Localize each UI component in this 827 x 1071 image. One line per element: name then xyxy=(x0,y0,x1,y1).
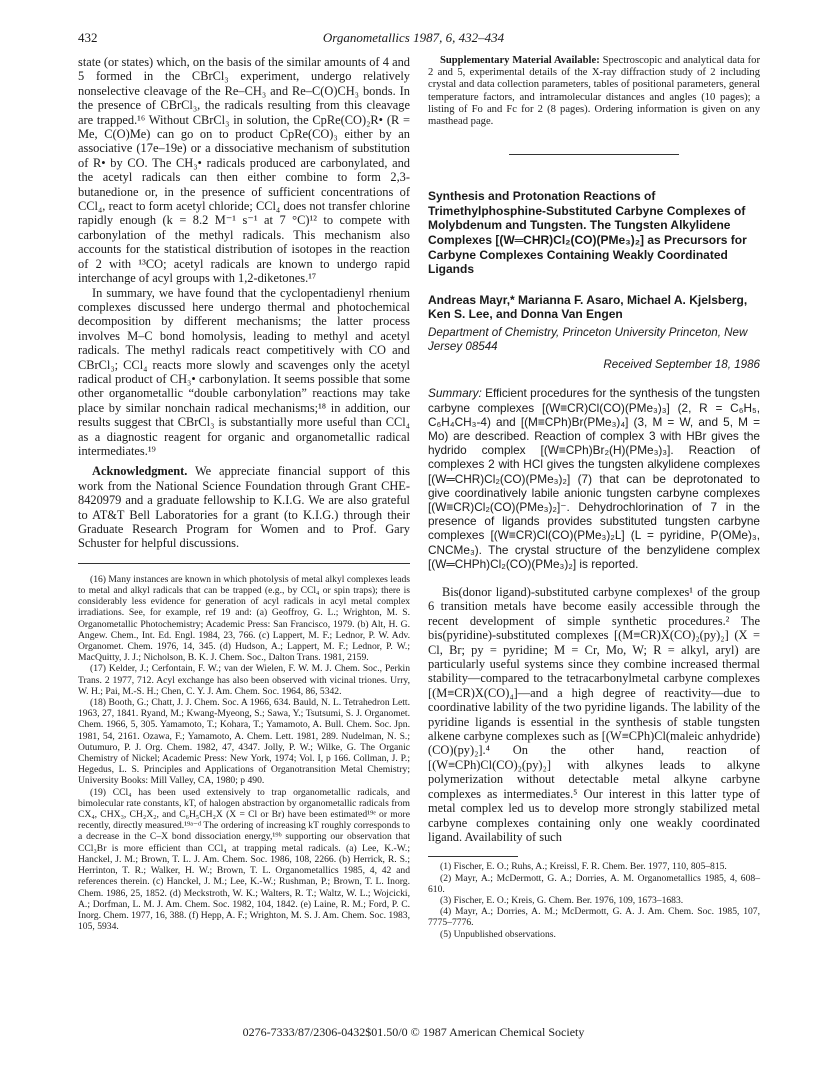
page-number: 432 xyxy=(78,30,98,45)
article-divider xyxy=(509,154,679,155)
supplementary-text: Spectroscopic and analytical data for 2 and 5, experimental details of the X-ray diffraction study of 2 including crystal and data collection parameters, tables of positional parameters, general temperature factors, and intramolecular distances and angles (10 pages); a listing of Fo and Fc for 2 (8 pages). Ordering information is given on any masthead page. xyxy=(428,55,760,128)
summary-text: Efficient procedures for the synthesis of the tungsten carbyne complexes [(W≡CR)Cl(CO)(PMe₃)₃] (2, R = C₆H₅, C₆H₄CH₃-4) and [(M≡CPh)Br(PMe₃)₄] (3, M = W, and 5, M = Mo) are described. Reaction of complex 3 with HBr gives the hydrido complex [(W≡CPh)Br₂(H)(PMe₃)₃]. Reaction of complexes 2 with HCl gives the tungsten alkylidene complexes [(W═CHR)Cl₂(CO)(PMe₃)₂] (7) that can be deprotonated to give coordinatively labile anionic tungsten carbyne complexes [(W≡CR)Cl₂(CO)(PMe₃)₂]⁻. Dehydrochlorination of 7 in the presence of ligands provides substituted tungsten carbyne complexes [(W≡CR)Cl(CO)(PMe₃)₂L] (L = pyridine, P(OMe)₃, CNCMe₃). The crystal structure of the benzylidene complex [(W═CHPh)Cl₂(CO)(PMe₃)₂] is reported. xyxy=(428,386,760,571)
footnote-17: (17) Kelder, J.; Cerfontain, F. W.; van der Wielen, F. W. M. J. Chem. Soc., Perkin Trans. 2 1977, 712. Acyl exchange has also been observed with vicinal triones. Urry, W. H.; Pai, M.-S. H.; Chen, C. Y. J. Am. Chem. Soc. 1964, 86, 5342. xyxy=(78,663,410,697)
footnote-1: (1) Fischer, E. O.; Ruhs, A.; Kreissl, F. R. Chem. Ber. 1977, 110, 805–815. xyxy=(440,861,727,873)
article-authors: Andreas Mayr,* Marianna F. Asaro, Michael A. Kjelsberg, Ken S. Lee, and Donna Van Engen xyxy=(428,292,748,322)
footnote-divider xyxy=(78,563,410,564)
body-paragraph-2: In summary, we have found that the cyclopentadienyl rhenium complexes discussed here undergo thermal and photochemical decomposition by different mechanisms; the latter process involves M–C bond homolysis, leading to methyl and acetyl radicals. The methyl radicals react competitively with CO and CBrCl₃; CCl₄ reacts more slowly and scavenges only the acetyl radical product of CH₃• carbonylation. It seems possible that some other organometallic “double carbonylation” reactions may take place by similar nonchain radical mechanisms;¹⁸ in addition, our results suggest that CBrCl₃ is substantially more useful than CCl₄ as a diagnostic reagent for organic and organometallic radical intermediates.¹⁹ xyxy=(78,285,410,458)
acknowledgment-text: We appreciate financial support of this work from the National Science Foundation through Grant CHE-8420979 and a graduate fellowship to K.I.G. We are also grateful to AT&T Bell Laboratories for a grant (to K.I.G.) through their Graduate Research Program for Women and to Prof. Gary Schuster for helpful discussions. xyxy=(78,464,410,551)
supplementary-material xyxy=(428,55,760,128)
footnote-18: (18) Booth, G.; Chatt, J. J. Chem. Soc. A 1966, 634. Bauld, N. L. Tetrahedron Lett. 1963, 27, 1841. Ryand, M.; Kwang-Myeong, S.; Sawa, Y.; Tsutsumi, S. J. Organomet. Chem. 1966, 5, 305. Yamamoto, T.; Kohara, T.; Yamamoto, A. Bull. Chem. Soc. Jpn. 1981, 54, 2161. Ozawa, F.; Yamamoto, A. Chem. Lett. 1981, 289. Nudelman, N. S.; Outumuro, P. J. Org. Chem. 1982, 47, 4347. Jolly, P. W.; Wilke, G. The Organic Chemistry of Nickel; Academic Press: New York, 1974; Vol. I, p 166. Collman, J. P.; Hegedus, L. S. Principles and Applications of Organotransition Metal Chemistry; University Books: Mill Valley, CA, 1980; p 490. xyxy=(78,697,410,787)
acknowledgment-head: Acknowledgment. xyxy=(92,464,188,479)
journal-citation: Organometallics 1987, 6, 432–434 xyxy=(322,30,505,45)
footnote-19: (19) CCl₄ has been used extensively to trap organometallic radicals, and bimolecular rate constants, kT, of halogen abstraction by organometallic radicals from CX₄, CHX₃, CH₂X₂, and C₆H₅CH₂X (X = Cl or Br) have been estimated¹⁹ᵉ or more recently, directly measured.¹⁹ᵃ⁻ᵈ The ordering of increasing kT roughly corresponds to a decrease in the C–X bond dissociation energy,¹⁹ᵇ supporting our observation that CCl₃Br is more efficient than CCl₄ at trapping metal radicals. (a) Lee, K.-W.; Hanckel, J. M.; Brown, T. L. J. Am. Chem. Soc. 1986, 108, 2266. (b) Herrick, R. S.; Herrinton, T. R.; Walker, H. W.; Brown, T. L. Organometallics 1985, 4, 42 and references therein. (c) Hanckel, J. M.; Lee, K.-W.; Rushman, P.; Brown, T. L. Inorg. Chem. 1986, 25, 1852. (d) Meckstroth, W. K.; Walters, R. T.; Waltz, W. L.; Wojcicki, A.; Dorfman, L. M. J. Am. Chem. Soc. 1982, 104, 1842. (e) Laine, R. M.; Ford, P. C. Inorg. Chem. 1977, 16, 388. (f) Hepp, A. F.; Wrighton, M. S. J. Am. Chem. Soc. 1983, 105, 5934. xyxy=(78,786,410,933)
summary-label: Summary: xyxy=(428,386,482,401)
supplementary-head: Supplementary Material Available: xyxy=(440,55,600,66)
right-footnote-divider xyxy=(428,856,518,857)
footnote-5: (5) Unpublished observations. xyxy=(440,928,556,940)
received-date: Received September 18, 1986 xyxy=(603,357,760,371)
footnote-3: (3) Fischer, E. O.; Kreis, G. Chem. Ber. 1976, 109, 1673–1683. xyxy=(440,894,684,906)
body-paragraph-1: state (or states) which, on the basis of the similar amounts of 4 and 5 formed in the CBrCl₃ experiment, undergo relatively nonselective cleavage of the Re–CH₃ and Re–C(O)CH₃ bonds. In the presence of CBrCl₃, the radicals resulting from this cleavage are trapped.¹⁶ Without CBrCl₃ in solution, the CpRe(CO)₂R• (R = Me, C(O)Me) can go on to product CpRe(CO)₃ either by an associative (17e–19e) or a dissociative mechanism of substitution of R• by CO. The CH₃• radicals produced are carbonylated, and the acetyl radicals can then either combine to form 2,3-butanedione or, in the presence of sufficient concentrations of CCl₄, react to form acetyl chloride; CCl₄ does not transfer chlorine rapidly enough (k = 8.2 M⁻¹ s⁻¹ at 7 °C)¹² to compete with carbonylation of the methyl radicals. This mechanism also accounts for the statistical distribution of isotopes in the reaction of 2 with ¹³CO; acetyl radicals are known to undergo rapid interchange of acyl groups with 1,2-diketones.¹⁷ xyxy=(78,55,410,286)
acknowledgment xyxy=(78,464,410,550)
author-affiliation: Department of Chemistry, Princeton University Princeton, New Jersey 08544 xyxy=(428,325,748,353)
page-footer: 0276-7333/87/2306-0432$01.50/0 © 1987 American Chemical Society xyxy=(242,1025,585,1039)
article-summary xyxy=(428,386,760,571)
footnote-4: (4) Mayr, A.; Dorries, A. M.; McDermott, G. A. J. Am. Chem. Soc. 1985, 107, 7775–7776. xyxy=(428,906,760,929)
article-body: Bis(donor ligand)-substituted carbyne complexes¹ of the group 6 transition metals have become easily accessible through the recent development of simple synthetic procedures.² The bis(pyridine)-substituted complexes [(M≡CR)X(CO)₂(py)₂] (X = Cl, Br; py = pyridine; M = Cr, Mo, W; R = alkyl, aryl) are particularly useful systems since they combine increased thermal stability—compared to the tetracarbonylmetal carbyne complexes [(M≡CR)X(CO)₄]—and a high degree of reactivity—due to coordinative lability of the two pyridine ligands. The lability of the pyridine ligands is essential in the synthesis of stable tungsten alkene carbyne complexes such as [(W≡CPh)Cl(maleic anhydride)(CO)(py)₂].⁴ On the other hand, reaction of [(W≡CPh)Cl(CO)₂(py)₂] with alkynes leads to alkyne polymerization without detectable metal alkyne carbyne complexes as intermediates.⁵ Our interest in this latter type of metal complex led us to develop more strongly stabilized metal carbyne complexes containing only one weakly coordinated ligand. Availability of such xyxy=(428,585,760,844)
right-column xyxy=(428,55,760,940)
article-title: Synthesis and Protonation Reactions of Trimethylphosphine-Substituted Carbyne Complexes of Molybdenum and Tungsten. The Tungsten Alkylidene Complexes [(W═CHR)Cl₂(CO)(PMe₃)₂] as Precursors for Carbyne Complexes Containing Weakly Coordinated Ligands xyxy=(428,189,747,277)
footnote-16: (16) Many instances are known in which photolysis of metal alkyl complexes leads to metal and alkyl radicals that can be trapped (e.g., by CCl₄ or spin traps); there is considerably less evidence for generation of acyl radicals in acyl metal complex irradiations. See, for example, ref 19 and: (a) Geoffroy, G. L.; Wrighton, M. S. Organometallic Photochemistry; Academic Press: San Francisco, 1979. (b) Alt, H. G. Angew. Chem., Int. Ed. Engl. 1984, 23, 766. (c) Lappert, M. F.; Lednor, P. W. Adv. Organomet. Chem. 1976, 14, 345. (d) Hudson, A.; Lappert, M. F.; Lednor, P. W.; MacQuitty, J. J.; Nicholson, B. K. J. Chem. Soc., Dalton Trans. 1981, 2159. xyxy=(78,573,410,664)
right-footnotes xyxy=(428,856,760,939)
left-column xyxy=(78,55,410,932)
footnote-2: (2) Mayr, A.; McDermott, G. A.; Dorries, A. M. Organometallics 1985, 4, 608–610. xyxy=(428,872,760,895)
